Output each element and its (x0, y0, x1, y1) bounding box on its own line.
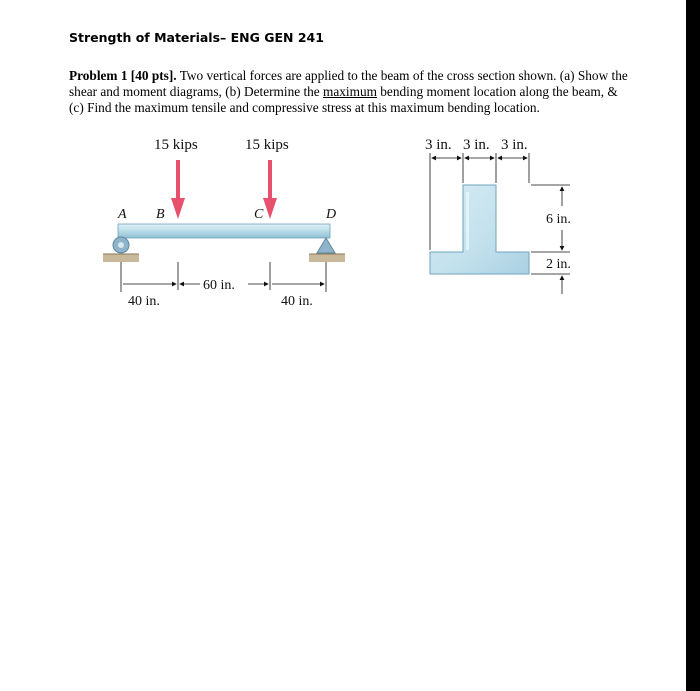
roller-support-d (309, 238, 345, 262)
dim-cd-label: 40 in. (281, 294, 313, 309)
cs-side-dimensions (531, 185, 570, 294)
point-a-label: A (118, 207, 127, 222)
course-title: Strength of Materials– ENG GEN 241 (69, 30, 324, 45)
force-right-arrow (263, 160, 277, 219)
point-b-label: B (156, 207, 165, 222)
dim-ab-label: 40 in. (128, 294, 160, 309)
force-left-arrow (171, 160, 185, 219)
problem-emphasis: maximum (323, 84, 377, 99)
force-right-label: 15 kips (245, 137, 289, 153)
point-d-label: D (326, 207, 337, 222)
force-left-label: 15 kips (154, 137, 198, 153)
cs-width-3-label: 3 in. (501, 137, 528, 153)
point-c-label: C (254, 207, 264, 222)
cs-height-web-label: 6 in. (546, 212, 571, 227)
cross-section (430, 185, 529, 274)
pin-support-a (103, 237, 139, 262)
problem-text-2: bending moment location along the beam, & (c) Find the maximum tensile and compressive stress at this maximum bending location. (69, 84, 618, 115)
cross-section-highlight (466, 192, 469, 250)
problem-label: Problem 1 [40 pts]. (69, 68, 177, 83)
cs-width-1-label: 3 in. (425, 137, 452, 153)
cs-height-flange-label: 2 in. (546, 257, 571, 272)
beam (118, 224, 330, 238)
problem-text-1: Two vertical forces are applied to the beam of the cross section shown. (a) Show the shear and moment diagrams, (b) Determine the (69, 68, 628, 99)
cs-width-2-label: 3 in. (463, 137, 490, 153)
dim-bc-label: 60 in. (203, 278, 235, 293)
